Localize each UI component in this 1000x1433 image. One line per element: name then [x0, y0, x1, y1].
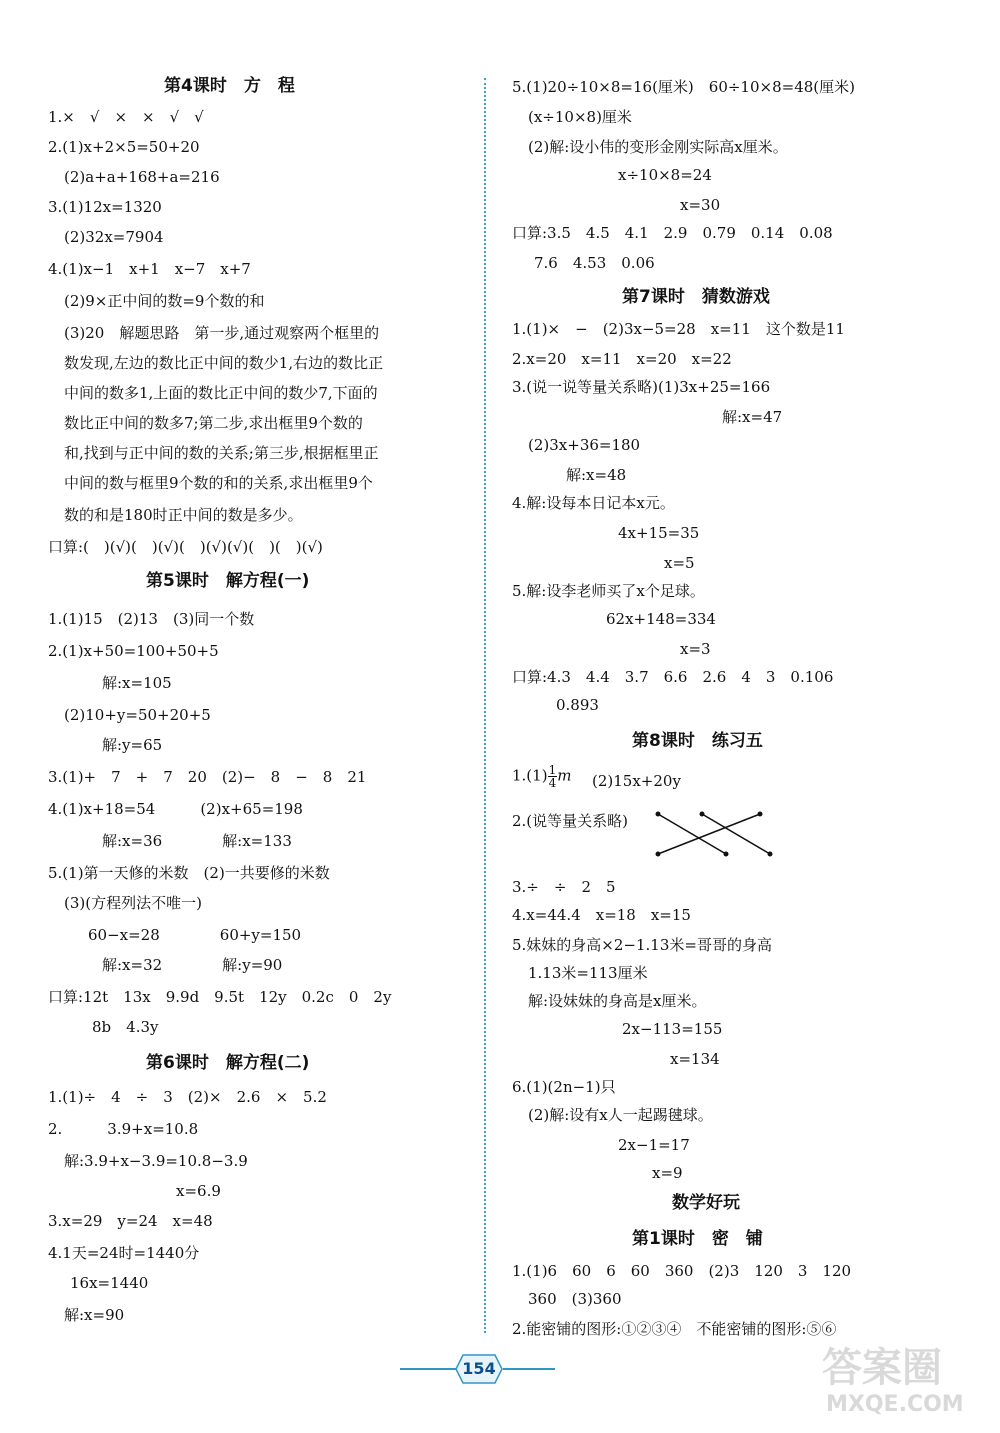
answer-line: (3)20 解题思路 第一步,通过观察两个框里的 [64, 324, 380, 342]
answer-line: x=9 [652, 1164, 683, 1182]
answer-line: 1.(1)6 60 6 60 360 (2)3 120 3 120 [512, 1262, 852, 1280]
answer-line: 2.能密铺的图形:①②③④ 不能密铺的图形:⑤⑥ [512, 1320, 837, 1338]
watermark-logo: 答案圈 [822, 1345, 942, 1391]
answer-line: x÷10×8=24 [618, 166, 712, 184]
section-heading: 数学好玩 [672, 1193, 740, 1213]
footer-rule-left [400, 1368, 456, 1370]
answer-line: x=30 [680, 196, 721, 214]
answer-line: 解:3.9+x−3.9=10.8−3.9 [64, 1152, 248, 1170]
answer-line: 解:x=105 [102, 674, 172, 692]
answer-line: (3)(方程列法不唯一) [64, 894, 202, 912]
section-heading: 第8课时 练习五 [632, 731, 763, 751]
section-heading: 第7课时 猜数游戏 [622, 287, 770, 307]
answer-line: 0.893 [556, 696, 599, 714]
answer-line: 解:x=48 [566, 466, 627, 484]
section-heading: 第5课时 解方程(一) [146, 571, 310, 591]
section-heading: 第1课时 密 铺 [632, 1229, 763, 1249]
answer-line: 口算:3.5 4.5 4.1 2.9 0.79 0.14 0.08 [512, 224, 833, 242]
answer-line: 3.(说一说等量关系略)(1)3x+25=166 [512, 378, 771, 396]
watermark-url: MXQE.COM [826, 1392, 964, 1417]
answer-line: 中间的数与框里9个数的和的关系,求出框里9个 [64, 474, 373, 492]
answer-line: (2)解:设小伟的变形金刚实际高x厘米。 [528, 138, 788, 156]
answer-line: (x÷10×8)厘米 [528, 108, 632, 126]
page-number: 154 [462, 1359, 496, 1378]
answer-line: 62x+148=334 [606, 610, 716, 628]
column-divider [484, 78, 486, 1333]
answer-line: 2.x=20 x=11 x=20 x=22 [512, 350, 732, 368]
section-heading: 第6课时 解方程(二) [146, 1053, 310, 1073]
answer-line: (2)a+a+168+a=216 [64, 168, 220, 186]
answer-line: 4.(1)x+18=54 (2)x+65=198 [48, 800, 303, 818]
answer-line: 4x+15=35 [618, 524, 700, 542]
answer-line: 60−x=28 60+y=150 [88, 926, 302, 944]
answer-line: 3.÷ ÷ 2 5 [512, 878, 616, 896]
answer-line: 2.(1)x+50=100+50+5 [48, 642, 219, 660]
answer-line: 7.6 4.53 0.06 [534, 254, 655, 272]
answer-line: 1.(1)÷ 4 ÷ 3 (2)× 2.6 × 5.2 [48, 1088, 327, 1106]
fraction-numerator: 1 [548, 763, 557, 777]
answer-line: 3.(1)12x=1320 [48, 198, 162, 216]
answer-line: (2)9×正中间的数=9个数的和 [64, 292, 265, 310]
answer-line: 3.(1)+ 7 + 7 20 (2)− 8 − 8 21 [48, 768, 367, 786]
answer-line: 4.1天=24时=1440分 [48, 1244, 200, 1262]
answer-line: (2)解:设有x人一起踢毽球。 [528, 1106, 713, 1124]
answer-line: 数的和是180时正中间的数是多少。 [64, 506, 303, 524]
page-number-badge [455, 1354, 503, 1384]
answer-line: 2. 3.9+x=10.8 [48, 1120, 199, 1138]
answer-line: 解:x=47 [722, 408, 783, 426]
answer-line: 5.(1)第一天修的米数 (2)一共要修的米数 [48, 864, 330, 882]
answer-line: 4.解:设每本日记本x元。 [512, 494, 675, 512]
answer-line: 解:x=32 解:y=90 [102, 956, 283, 974]
answer-line: x=134 [670, 1050, 720, 1068]
answer-line: 1.(1)15 (2)13 (3)同一个数 [48, 610, 255, 628]
answer-line: 和,找到与正中间的数的关系;第三步,根据框里正 [64, 444, 379, 462]
fraction-variable: m [557, 766, 572, 785]
answer-line: 数比正中间的数多7;第二步,求出框里9个数的 [64, 414, 363, 432]
answer-line: (2)10+y=50+20+5 [64, 706, 211, 724]
answer-line: 口算:( )(√)( )(√)( )(√)(√)( )( )(√) [48, 538, 323, 556]
fraction-denominator: 4 [548, 776, 557, 790]
answer-line: 解:设妹妹的身高是x厘米。 [528, 992, 707, 1010]
answer-line: 1.13米=113厘米 [528, 964, 648, 982]
answer-line: 5.(1)20÷10×8=16(厘米) 60÷10×8=48(厘米) [512, 78, 855, 96]
answer-line: 360 (3)360 [528, 1290, 622, 1308]
answer-line: 6.(1)(2n−1)只 [512, 1078, 616, 1096]
answer-line: 解:x=36 解:x=133 [102, 832, 292, 850]
answer-line: 数发现,左边的数比正中间的数少1,右边的数比正 [64, 354, 384, 372]
answer-line: 2x−1=17 [618, 1136, 690, 1154]
answer-line: 2.(说等量关系略) [512, 812, 629, 830]
answer-line: (2)3x+36=180 [528, 436, 641, 454]
answer-line: x=3 [680, 640, 711, 658]
answer-line: (2)32x=7904 [64, 228, 164, 246]
answer-line: 解:y=65 [102, 736, 163, 754]
fraction-prefix: 1.(1) [512, 766, 548, 785]
answer-line: 中间的数多1,上面的数比正中间的数少7,下面的 [64, 384, 378, 402]
fraction [548, 764, 558, 789]
fraction-answer-line [512, 764, 571, 789]
answer-line: 2x−113=155 [622, 1020, 723, 1038]
answer-line: 1.× √ × × √ √ [48, 108, 204, 126]
matching-lines-diagram [652, 810, 782, 860]
answer-line: x=5 [664, 554, 695, 572]
answer-line: 4.x=44.4 x=18 x=15 [512, 906, 691, 924]
answer-line: 口算:12t 13x 9.9d 9.5t 12y 0.2c 0 2y [48, 988, 392, 1006]
answer-line: 4.(1)x−1 x+1 x−7 x+7 [48, 260, 251, 278]
answer-line: (2)15x+20y [592, 772, 681, 790]
answer-line: 5.解:设李老师买了x个足球。 [512, 582, 705, 600]
answer-line: 8b 4.3y [92, 1018, 159, 1036]
answer-line: x=6.9 [176, 1182, 221, 1200]
answer-line: 解:x=90 [64, 1306, 125, 1324]
answer-line: 口算:4.3 4.4 3.7 6.6 2.6 4 3 0.106 [512, 668, 834, 686]
answer-line: 1.(1)× − (2)3x−5=28 x=11 这个数是11 [512, 320, 845, 338]
answer-line: 5.妹妹的身高×2−1.13米=哥哥的身高 [512, 936, 772, 954]
footer-rule-right [503, 1368, 555, 1370]
answer-line: 2.(1)x+2×5=50+20 [48, 138, 200, 156]
answer-line: 16x=1440 [70, 1274, 149, 1292]
section-heading: 第4课时 方 程 [164, 76, 295, 96]
answer-line: 3.x=29 y=24 x=48 [48, 1212, 213, 1230]
